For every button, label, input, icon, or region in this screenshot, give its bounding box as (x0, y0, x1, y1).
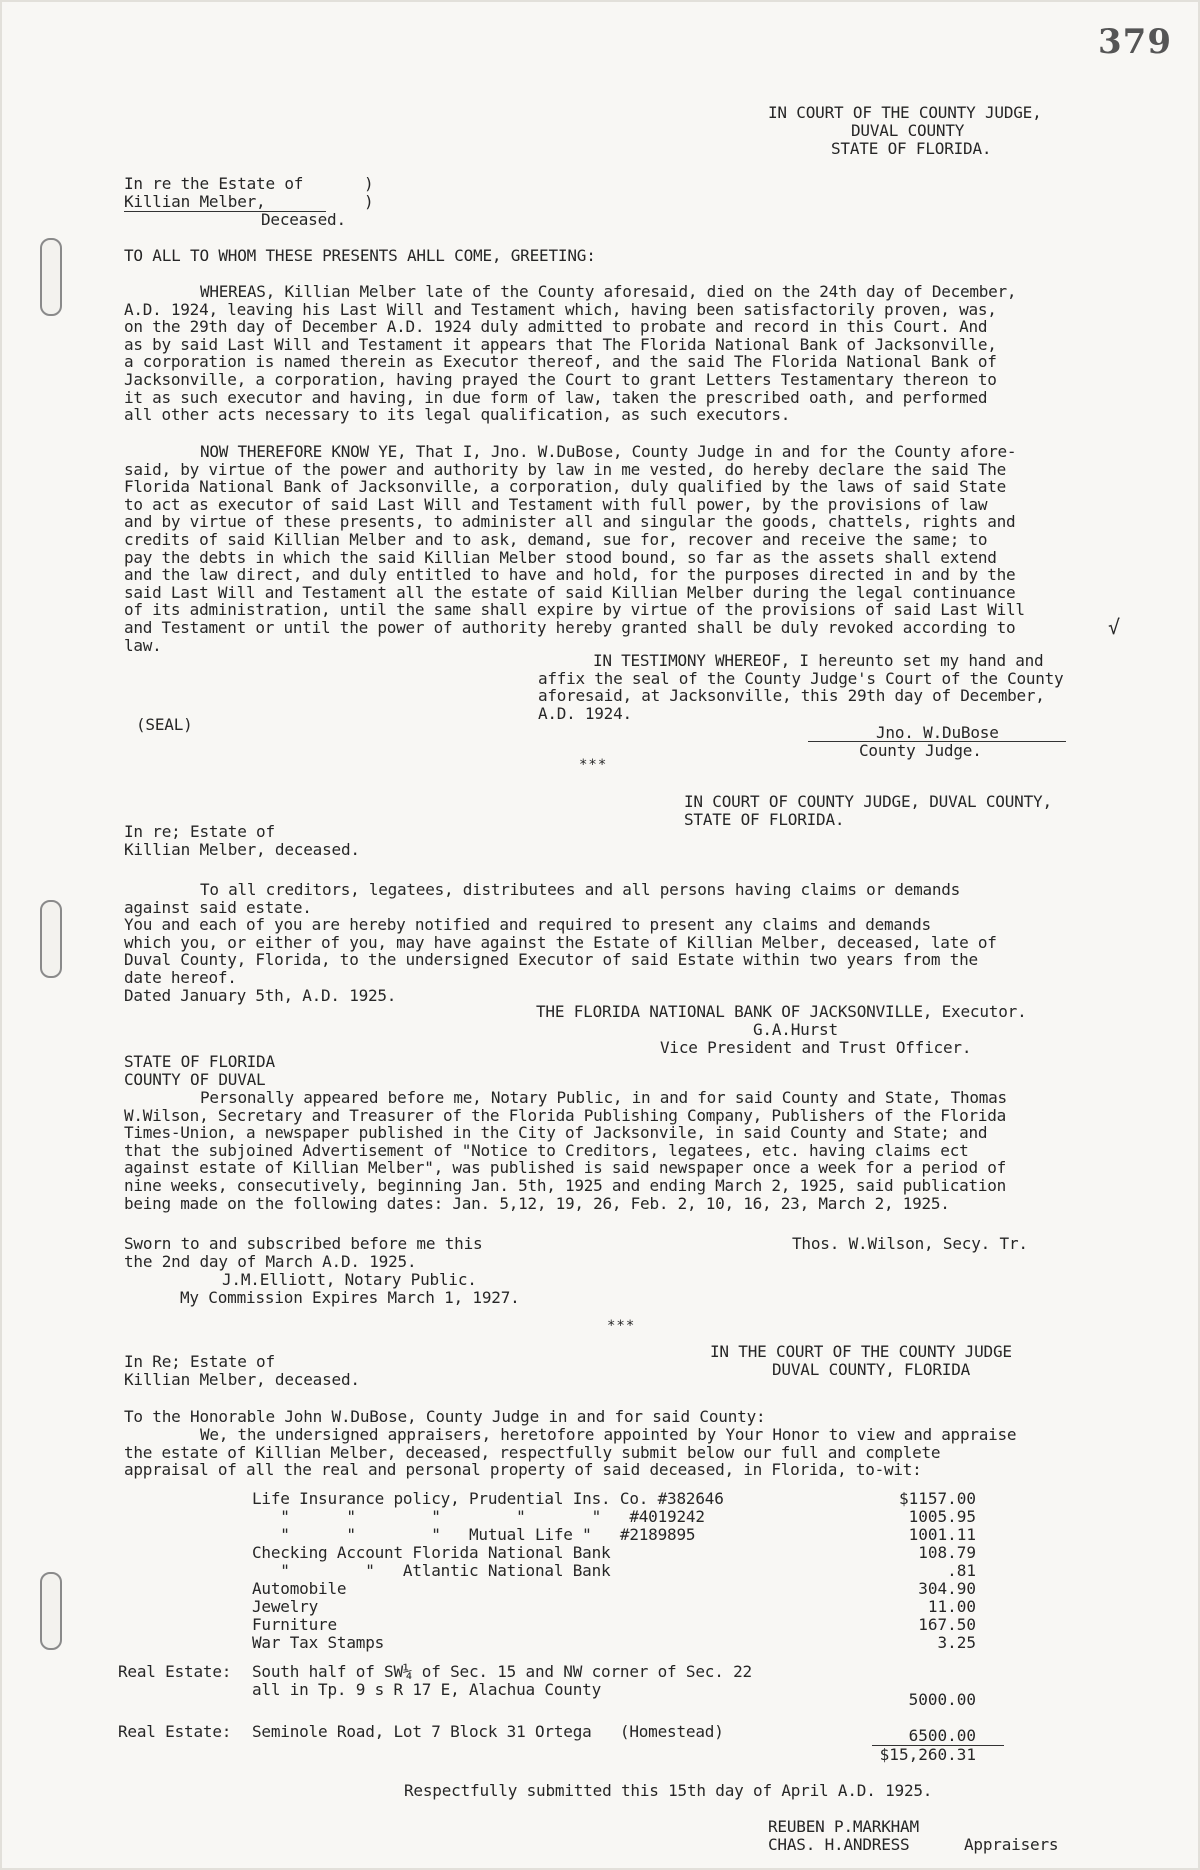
court-header-line: STATE OF FLORIDA. (684, 810, 845, 829)
venue-line: COUNTY OF DUVAL (124, 1070, 266, 1089)
appraiser-name: CHAS. H.ANDRESS (768, 1835, 910, 1854)
submitted-line: Respectfully submitted this 15th day of April A.D. 1925. (404, 1781, 933, 1800)
appraisers-label: Appraisers (964, 1835, 1059, 1854)
testimony-text: IN TESTIMONY WHEREOF, I hereunto set my hand and affix the seal of the County Judge's Court of the County aforesaid, at Jacksonville, this 29th day of December, A.D. 1924. (538, 651, 1064, 723)
notice-paragraph (124, 881, 1124, 1004)
affiant-signature: Thos. W.Wilson, Secy. Tr. (792, 1234, 1028, 1253)
executor-line: THE FLORIDA NATIONAL BANK OF JACKSONVILLE, Executor. (536, 1002, 1027, 1021)
now-therefore-paragraph (124, 443, 1144, 654)
caption-line: Killian Melber, deceased. (124, 1370, 360, 1389)
court-header-line: DUVAL COUNTY, FLORIDA (772, 1360, 971, 1379)
appraisal-intro-text: We, the undersigned appraisers, heretofore appointed by Your Honor to view and appraise the estate of Killian Melber, deceased, respectfully submit below our full and complete appraisal of all the real and personal property of said deceased, in Florida, to-wit: (124, 1425, 1017, 1480)
inventory-item-desc: " " Atlantic National Bank (252, 1561, 611, 1580)
executor-line: G.A.Hurst (753, 1020, 838, 1039)
caption-line: In re; Estate of (124, 822, 275, 841)
venue-line: STATE OF FLORIDA (124, 1052, 275, 1071)
inventory-item-desc: War Tax Stamps (252, 1633, 385, 1652)
caption-line: Deceased. (261, 210, 346, 229)
inventory-item-desc: " " " " " #4019242 (252, 1507, 705, 1526)
court-header-line: STATE OF FLORIDA. (831, 139, 992, 158)
punch-hole-icon (40, 1572, 62, 1650)
sworn-line: the 2nd day of March A.D. 1925. (124, 1252, 417, 1271)
inventory-item-amount: 3.25 (937, 1633, 976, 1652)
caption-line: In Re; Estate of (124, 1352, 275, 1371)
punch-hole-icon (40, 238, 62, 316)
page-number: 379 (1098, 22, 1172, 62)
appraiser-name: REUBEN P.MARKHAM (768, 1817, 919, 1836)
real-estate-amount: 6500.00 (908, 1726, 976, 1745)
affidavit-paragraph (124, 1089, 1134, 1212)
inventory-item-amount: 1001.11 (908, 1525, 976, 1544)
executor-line: Vice President and Trust Officer. (660, 1038, 972, 1057)
margin-check-mark: √ (1108, 615, 1120, 639)
court-header-line: IN COURT OF COUNTY JUDGE, DUVAL COUNTY, (684, 792, 1052, 811)
inventory-item-amount: $1157.00 (898, 1489, 976, 1508)
caption-bracket: ) (364, 174, 374, 193)
real-estate-desc: South half of SW¼ of Sec. 15 and NW corner of Sec. 22 (252, 1662, 752, 1681)
address-line: To the Honorable John W.DuBose, County Judge in and for said County: (124, 1407, 766, 1426)
appraisal-total: $15,260.31 (879, 1745, 976, 1764)
real-estate-label: Real Estate: (118, 1662, 232, 1681)
caption-line: In re the Estate of (124, 174, 304, 193)
inventory-item-amount: 11.00 (927, 1597, 976, 1616)
inventory-item-desc: Jewelry (252, 1597, 319, 1616)
inventory-item-desc: Automobile (252, 1579, 347, 1598)
separator: *** (579, 757, 608, 773)
real-estate-amount: 5000.00 (908, 1690, 976, 1709)
now-therefore-text: NOW THEREFORE KNOW YE, That I, Jno. W.DuBose, County Judge in and for the County afore- said, by virtue of the power and authority by law in me vested, do hereby declare the said The Florida National Bank of Jacksonville, a corporation, duly qualified by the laws of said State to act as executor of said Last Will and Testament with full power, by the provisions of law and by virtue of these presents, to administer all and singular the goods, chattels, rights and credits of said Killian Melber and to ask, demand, sue for, recover and receive the same; to pay the debts in which the said Killian Melber stood bound, so far as the assets shall extend and the law direct, and duly entitled to have and hold, for the purposes directed in and by the said Last Will and Testament all the estate of said Killian Melber during the legal continuance of its administration, until the same shall expire by virtue of the provisions of said Last Will and Testament or until the power of authority hereby granted shall be duly revoked according to law. (124, 442, 1025, 655)
whereas-text: WHEREAS, Killian Melber late of the County aforesaid, died on the 24th day of December, A.D. 1924, leaving his Last Will and Testament which, having been satisfactorily proven, was, on the 29th day of December A.D. 1924 duly admitted to probate and record in this Court. And as by said Last Will and Testament it appears that The Florida National Bank of Jacksonville, a corporation is named therein as Executor thereof, and the said The Florida National Bank of Jacksonville, a corporation, having prayed the Court to grant Letters Testamentary thereon to it as such executor and having, in due form of law, taken the prescribed oath, and performed all other acts necessary to its legal qualification, as such executors. (124, 282, 1017, 425)
inventory-item-amount: 108.79 (918, 1543, 976, 1562)
real-estate-desc: Seminole Road, Lot 7 Block 31 Ortega (Homestead) (252, 1722, 724, 1741)
court-header-line: IN COURT OF THE COUNTY JUDGE, (768, 103, 1042, 122)
real-estate-desc: all in Tp. 9 s R 17 E, Alachua County (252, 1680, 602, 1699)
inventory-item-amount: 304.90 (918, 1579, 976, 1598)
sworn-line: Sworn to and subscribed before me this (124, 1234, 483, 1253)
testimony-paragraph (538, 652, 1138, 722)
caption-line: Killian Melber, (124, 193, 326, 212)
separator: *** (607, 1318, 636, 1334)
inventory-item-amount: .81 (947, 1561, 976, 1580)
court-header-line: IN THE COURT OF THE COUNTY JUDGE (710, 1342, 1012, 1361)
inventory-item-desc: Checking Account Florida National Bank (252, 1543, 611, 1562)
inventory-item-amount: 167.50 (918, 1615, 976, 1634)
caption-bracket: ) (364, 192, 374, 211)
court-header-line: DUVAL COUNTY (851, 121, 965, 140)
whereas-paragraph (124, 283, 1124, 424)
seal-label: (SEAL) (136, 715, 193, 734)
inventory-item-desc: Furniture (252, 1615, 337, 1634)
real-estate-label: Real Estate: (118, 1722, 232, 1741)
judge-signature: Jno. W.DuBose (876, 723, 999, 742)
judge-title: County Judge. (859, 741, 982, 760)
inventory-item-amount: 1005.95 (908, 1507, 976, 1526)
sworn-line: J.M.Elliott, Notary Public. (222, 1270, 477, 1289)
appraisal-intro (124, 1426, 1134, 1479)
sworn-line: My Commission Expires March 1, 1927. (180, 1288, 520, 1307)
punch-hole-icon (40, 900, 62, 978)
inventory-item-desc: " " " Mutual Life " #2189895 (252, 1525, 696, 1544)
notice-text: To all creditors, legatees, distributees and all persons having claims or demands against said estate. You and each of you are hereby notified and required to present any claims and demands which you, or either of you, may have against the Estate of Killian Melber, deceased, late of Duval County, Florida, to the undersigned Executor of said Estate within two years from the date hereof. Dated January 5th, A.D. 1925. (124, 880, 997, 1005)
affidavit-text: Personally appeared before me, Notary Public, in and for said County and State, Thomas W.Wilson, Secretary and Treasurer of the Florida Publishing Company, Publishers of the Florida Times-Union, a newspaper published in the City of Jacksonvile, in said County and State; and that the subjoined Advertisement of "Notice to Creditors, legatees, etc. having claims ect against estate of Killian Melber", was published is said newspaper once a week for a period of nine weeks, consecutively, beginning Jan. 5th, 1925 and ending March 2, 1925, said publication being made on the following dates: Jan. 5,12, 19, 26, Feb. 2, 10, 16, 23, March 2, 1925. (124, 1088, 1007, 1213)
caption-line: Killian Melber, deceased. (124, 840, 360, 859)
inventory-item-desc: Life Insurance policy, Prudential Ins. Co. #382646 (252, 1489, 724, 1508)
greeting: TO ALL TO WHOM THESE PRESENTS AHLL COME, GREETING: (124, 246, 596, 265)
